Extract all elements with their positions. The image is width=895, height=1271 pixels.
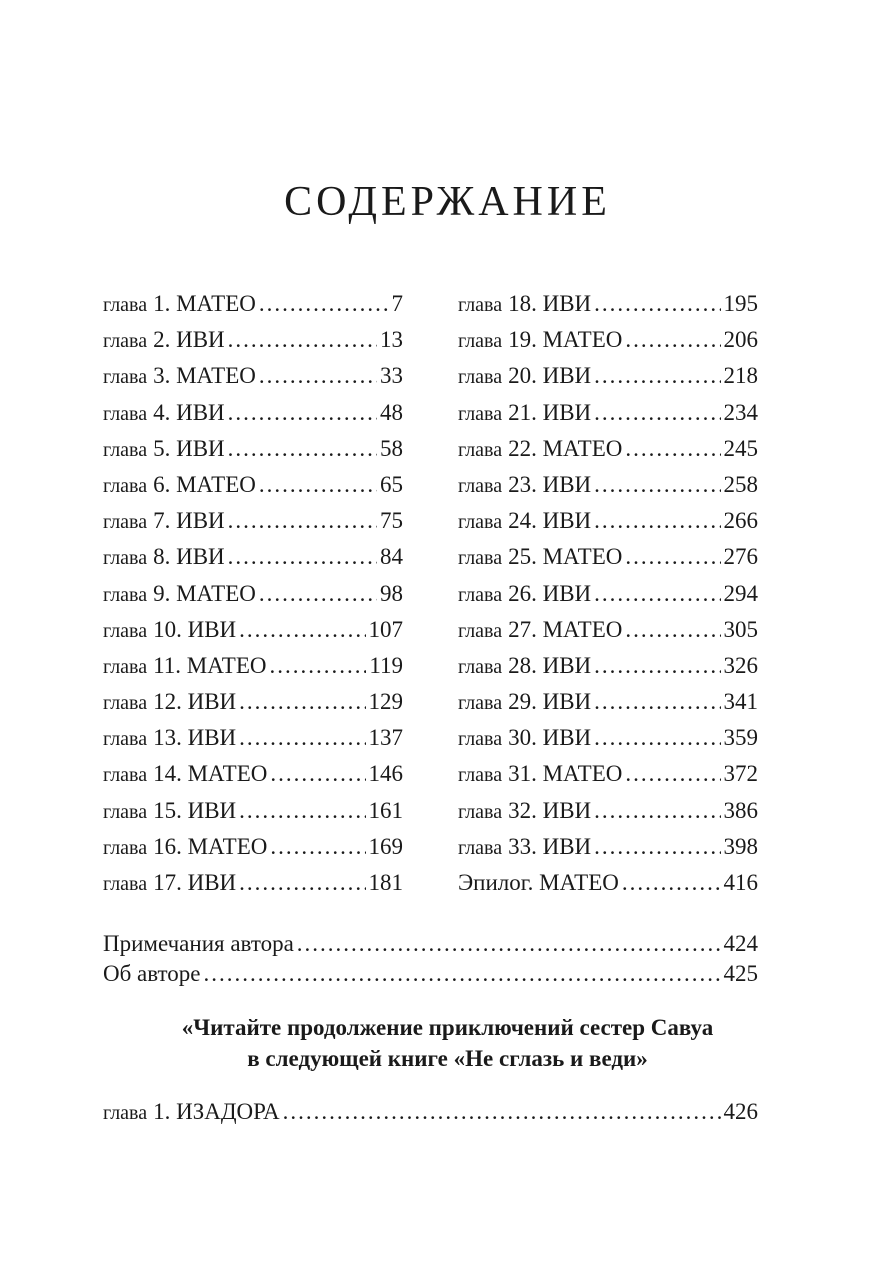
toc-entry[interactable] xyxy=(103,648,403,684)
toc-entry-label: 32. ИВИ xyxy=(508,797,592,823)
toc-entry[interactable] xyxy=(103,358,403,394)
leader-dots xyxy=(594,793,720,829)
toc-entry[interactable] xyxy=(458,467,758,503)
toc-entry-prefix: глава xyxy=(458,438,503,461)
leader-dots xyxy=(625,756,720,792)
toc-entry-page: 359 xyxy=(723,725,758,751)
toc-entry-prefix: глава xyxy=(458,294,503,316)
leader-dots xyxy=(228,322,377,358)
toc-entry[interactable] xyxy=(103,829,403,865)
toc-entry-label: Примечания автора xyxy=(103,931,294,956)
toc-entry-page: 98 xyxy=(380,580,403,606)
leader-dots xyxy=(594,286,720,322)
toc-entry[interactable] xyxy=(458,503,758,539)
leader-dots xyxy=(239,612,365,648)
toc-entry-label: 17. ИВИ xyxy=(153,870,237,895)
toc-entry-prefix: глава xyxy=(458,474,503,497)
toc-entry-label: 16. МАТЕО xyxy=(153,833,268,859)
toc-entry[interactable] xyxy=(458,648,758,684)
toc-entry[interactable] xyxy=(458,829,758,865)
toc-entry-label: 9. МАТЕО xyxy=(153,580,256,606)
toc-entry-label: 8. ИВИ xyxy=(153,544,225,570)
leader-dots xyxy=(239,793,365,829)
toc-entry-page: 75 xyxy=(380,508,403,534)
toc-entry-page: 426 xyxy=(723,1099,758,1124)
toc-entry-prefix: глава xyxy=(458,547,503,570)
leader-dots xyxy=(239,720,365,756)
toc-entry-prefix: глава xyxy=(103,1102,148,1124)
toc-entry[interactable] xyxy=(103,756,403,792)
leader-dots xyxy=(594,684,720,720)
toc-entry-page: 258 xyxy=(723,471,758,497)
toc-entry-page: 84 xyxy=(380,544,403,570)
toc-entry-prefix: глава xyxy=(458,692,503,715)
leader-dots xyxy=(594,395,720,431)
toc-entry-page: 276 xyxy=(723,544,758,570)
toc-entry-prefix: глава xyxy=(458,402,503,425)
toc-entry-page: 305 xyxy=(723,616,758,642)
toc-entry-prefix: глава xyxy=(458,728,503,751)
toc-entry[interactable] xyxy=(103,865,403,901)
leader-dots xyxy=(228,431,377,467)
toc-entry-page: 58 xyxy=(380,435,403,461)
toc-entry-page: 107 xyxy=(368,616,403,642)
toc-entry-page: 424 xyxy=(723,931,758,956)
leader-dots xyxy=(625,431,720,467)
toc-entry-label: 26. ИВИ xyxy=(508,580,592,606)
toc-entry-label: 33. ИВИ xyxy=(508,833,592,859)
toc-entry-prefix: глава xyxy=(458,836,503,859)
toc-entry-label: 2. ИВИ xyxy=(153,327,225,353)
toc-entry[interactable] xyxy=(103,684,403,720)
toc-entry-page: 218 xyxy=(723,363,758,389)
leader-dots xyxy=(259,286,389,322)
toc-entry-page: 119 xyxy=(369,652,403,678)
toc-left-column xyxy=(103,286,403,901)
toc-entry-prefix: глава xyxy=(103,330,148,353)
toc-entry-label: Эпилог. МАТЕО xyxy=(458,870,619,895)
toc-entry-page: 341 xyxy=(723,689,758,715)
toc-entry-prefix: глава xyxy=(103,366,148,389)
toc-entry-page: 48 xyxy=(380,399,403,425)
toc-entry-prefix: глава xyxy=(103,547,148,570)
toc-entry-label: 11. МАТЕО xyxy=(153,652,267,678)
toc-entry-page: 266 xyxy=(723,508,758,534)
toc-entry-label: 21. ИВИ xyxy=(508,399,592,425)
toc-entry[interactable] xyxy=(103,286,403,322)
toc-entry-page: 326 xyxy=(723,652,758,678)
toc-entry-label: 22. МАТЕО xyxy=(508,435,623,461)
toc-entry-epilogue[interactable] xyxy=(458,865,758,901)
toc-entry-label: 18. ИВИ xyxy=(508,291,592,316)
toc-entry[interactable] xyxy=(458,756,758,792)
toc-entry-label: 12. ИВИ xyxy=(153,689,237,715)
toc-entry-prefix: глава xyxy=(458,366,503,389)
toc-entry-label: 7. ИВИ xyxy=(153,508,225,534)
leader-dots xyxy=(270,829,365,865)
toc-entry-label: 1. ИЗАДОРА xyxy=(153,1099,280,1124)
toc-entry[interactable] xyxy=(458,612,758,648)
toc-entry-page: 146 xyxy=(368,761,403,787)
page-title: СОДЕРЖАНИЕ xyxy=(284,179,611,225)
promo-heading xyxy=(0,1012,895,1074)
toc-entry-page: 129 xyxy=(368,689,403,715)
toc-entry[interactable] xyxy=(458,576,758,612)
toc-entry[interactable] xyxy=(103,431,403,467)
promo-line-1: «Читайте продолжение приключений сестер Савуа xyxy=(181,1015,714,1040)
toc-entry-label: 27. МАТЕО xyxy=(508,616,623,642)
toc-entry-label: 20. ИВИ xyxy=(508,363,592,389)
toc-entry-label: 5. ИВИ xyxy=(153,435,225,461)
toc-entry-prefix: глава xyxy=(103,692,148,715)
toc-entry-label: Об авторе xyxy=(103,961,201,986)
toc-entry-prefix: глава xyxy=(458,619,503,642)
leader-dots xyxy=(270,756,365,792)
toc-entry[interactable] xyxy=(103,395,403,431)
toc-entry[interactable] xyxy=(103,322,403,358)
toc-entry-label: 14. МАТЕО xyxy=(153,761,268,787)
leader-dots xyxy=(625,322,720,358)
toc-entry-prefix: глава xyxy=(458,655,503,678)
toc-entry-label: 19. МАТЕО xyxy=(508,327,623,353)
toc-entry-label: 24. ИВИ xyxy=(508,508,592,534)
leader-dots xyxy=(622,865,721,901)
toc-entry-label: 30. ИВИ xyxy=(508,725,592,751)
leader-dots xyxy=(270,648,367,684)
toc-entry-prefix: глава xyxy=(458,330,503,353)
toc-entry[interactable] xyxy=(103,503,403,539)
leader-dots xyxy=(228,503,377,539)
toc-entry-prefix: глава xyxy=(103,728,148,751)
toc-right-column xyxy=(458,286,758,901)
toc-entry-prefix: глава xyxy=(103,655,148,678)
toc-entry-label: 6. МАТЕО xyxy=(153,471,256,497)
toc-entry-page: 137 xyxy=(368,725,403,751)
toc-entry[interactable] xyxy=(103,793,403,829)
toc-entry-label: 15. ИВИ xyxy=(153,797,237,823)
toc-entry-page: 206 xyxy=(723,327,758,353)
toc-entry[interactable] xyxy=(458,395,758,431)
toc-entry-prefix: глава xyxy=(103,619,148,642)
leader-dots xyxy=(204,958,721,990)
leader-dots xyxy=(239,684,365,720)
toc-entry-page: 13 xyxy=(380,327,403,353)
toc-entry[interactable] xyxy=(103,576,403,612)
toc-entry-page: 425 xyxy=(723,961,758,986)
toc-next-book xyxy=(103,1094,758,1130)
toc-entry[interactable] xyxy=(458,793,758,829)
toc-entry-prefix: глава xyxy=(103,294,148,316)
toc-entry-page: 7 xyxy=(391,291,403,316)
toc-entry-prefix: глава xyxy=(458,800,503,823)
toc-entry-label: 31. МАТЕО xyxy=(508,761,623,787)
toc-entry-page: 65 xyxy=(380,471,403,497)
toc-entry-prefix: глава xyxy=(103,402,148,425)
toc-entry-prefix: глава xyxy=(103,836,148,859)
toc-entry-next-book[interactable] xyxy=(103,1094,758,1130)
toc-entry[interactable] xyxy=(103,720,403,756)
toc-entry-page: 169 xyxy=(368,833,403,859)
leader-dots xyxy=(228,539,377,575)
toc-entry[interactable] xyxy=(103,612,403,648)
toc-entry-label: 13. ИВИ xyxy=(153,725,237,751)
toc-entry-label: 1. МАТЕО xyxy=(153,291,256,316)
toc-entry-page: 294 xyxy=(723,580,758,606)
toc-entry[interactable] xyxy=(103,539,403,575)
toc-entry[interactable] xyxy=(458,358,758,394)
toc-entry-prefix: глава xyxy=(103,800,148,823)
toc-entry-author-notes[interactable] xyxy=(103,928,758,958)
leader-dots xyxy=(625,539,720,575)
toc-entry-about-author[interactable] xyxy=(103,958,758,988)
toc-entry-page: 398 xyxy=(723,833,758,859)
leader-dots xyxy=(594,358,720,394)
leader-dots xyxy=(594,648,720,684)
toc-entry-label: 29. ИВИ xyxy=(508,689,592,715)
toc-entry-prefix: глава xyxy=(103,511,148,534)
toc-entry-label: 3. МАТЕО xyxy=(153,363,256,389)
toc-entry[interactable] xyxy=(458,286,758,322)
toc-entry[interactable] xyxy=(458,539,758,575)
toc-entry-label: 28. ИВИ xyxy=(508,652,592,678)
toc-entry-prefix: глава xyxy=(458,764,503,787)
toc-entry-page: 195 xyxy=(723,291,758,316)
toc-entry-page: 372 xyxy=(723,761,758,787)
toc-entry-label: 25. МАТЕО xyxy=(508,544,623,570)
toc-entry-page: 386 xyxy=(723,797,758,823)
leader-dots xyxy=(297,928,721,960)
toc-entry-prefix: глава xyxy=(458,511,503,534)
toc-entry-page: 416 xyxy=(723,870,758,895)
leader-dots xyxy=(594,576,720,612)
leader-dots xyxy=(594,503,720,539)
toc-entry[interactable] xyxy=(458,431,758,467)
toc-entry-prefix: глава xyxy=(103,873,148,895)
toc-entry-page: 33 xyxy=(380,363,403,389)
toc-entry[interactable] xyxy=(103,467,403,503)
toc-extras xyxy=(103,928,758,988)
toc-entry-prefix: глава xyxy=(103,438,148,461)
toc-entry-prefix: глава xyxy=(458,583,503,606)
toc-entry-prefix: глава xyxy=(103,583,148,606)
promo-line-2: в следующей книге «Не сглазь и веди» xyxy=(247,1046,648,1071)
toc-entry[interactable] xyxy=(458,684,758,720)
toc-entry-page: 161 xyxy=(368,797,403,823)
leader-dots xyxy=(625,612,720,648)
toc-entry-label: 4. ИВИ xyxy=(153,399,225,425)
toc-entry-label: 23. ИВИ xyxy=(508,471,592,497)
leader-dots xyxy=(259,358,377,394)
leader-dots xyxy=(283,1094,721,1130)
leader-dots xyxy=(259,576,377,612)
toc-entry[interactable] xyxy=(458,720,758,756)
toc-entry-page: 181 xyxy=(368,870,403,895)
toc-entry-prefix: глава xyxy=(103,764,148,787)
leader-dots xyxy=(594,829,720,865)
toc-entry[interactable] xyxy=(458,322,758,358)
leader-dots xyxy=(259,467,377,503)
leader-dots xyxy=(228,395,377,431)
toc-entry-page: 245 xyxy=(723,435,758,461)
leader-dots xyxy=(594,720,720,756)
toc-entry-label: 10. ИВИ xyxy=(153,616,237,642)
leader-dots xyxy=(594,467,720,503)
leader-dots xyxy=(239,865,365,901)
toc-entry-prefix: глава xyxy=(103,474,148,497)
toc-entry-page: 234 xyxy=(723,399,758,425)
